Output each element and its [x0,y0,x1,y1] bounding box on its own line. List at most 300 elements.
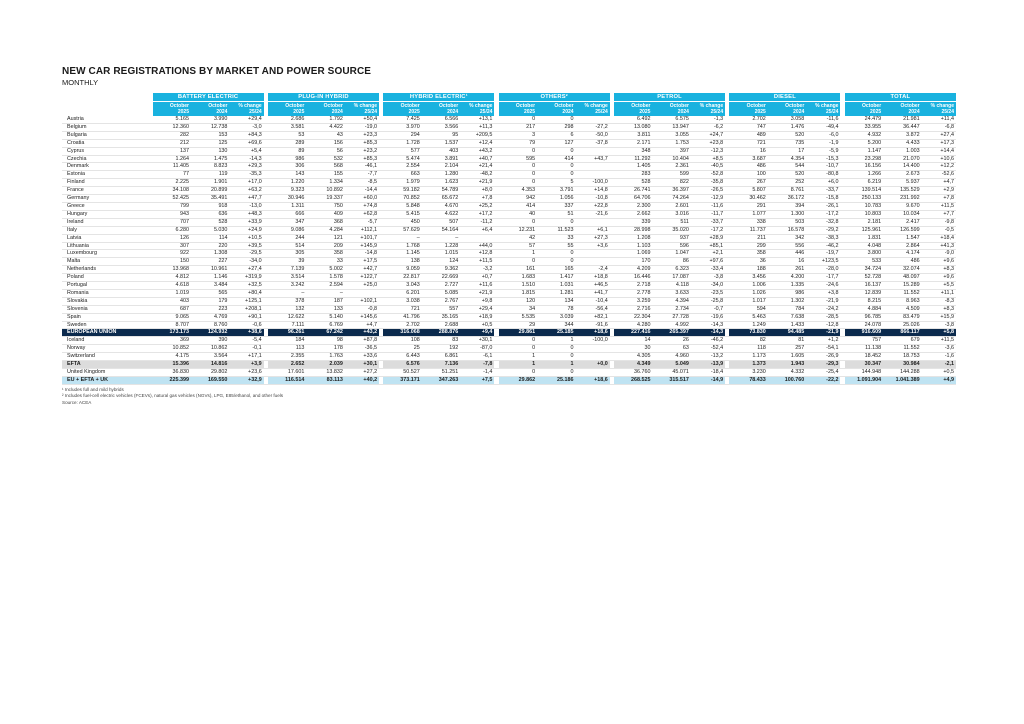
group-header: DIESEL [729,93,840,102]
value-cell: 51.251 [422,369,460,377]
percent-change-cell [576,353,610,361]
value-cell: 130 [191,147,229,155]
percent-change-cell: +18,9 [460,313,494,321]
market-name: Cyprus [62,147,153,155]
value-cell: 4.992 [652,321,690,329]
value-cell: 528 [614,179,652,187]
value-cell: 2.864 [883,242,921,250]
value-cell: 533 [845,258,883,266]
value-cell: 7.111 [268,321,306,329]
value-cell: 2.554 [383,163,421,171]
value-cell: 125 [191,139,229,147]
value-cell: 666 [268,210,306,218]
group-header: BATTERY ELECTRIC [153,93,264,102]
value-cell: 1.145 [383,250,421,258]
value-cell: 4.394 [652,297,690,305]
percent-change-cell: -8,3 [922,297,956,305]
percent-change-cell: +25,2 [460,202,494,210]
percent-change-cell: -87,0 [460,345,494,353]
value-cell: 2.767 [422,297,460,305]
value-cell: 48.097 [883,274,921,282]
percent-change-cell: -21,9 [806,297,840,305]
percent-change-cell: +101,7 [345,234,379,242]
value-cell: 42 [499,234,537,242]
value-cell: 30.984 [883,361,921,369]
percent-change-cell: +14,8 [576,187,610,195]
value-cell: 14.816 [191,361,229,369]
value-cell: 5.463 [729,313,767,321]
percent-change-cell: -26,1 [806,202,840,210]
percent-change-cell: +27,4 [229,266,263,274]
value-cell: 29 [499,321,537,329]
percent-change-cell: -10,7 [806,163,840,171]
percent-change-cell: +0,5 [460,321,494,329]
value-cell: 414 [537,155,575,163]
table-row [62,202,956,210]
value-cell: 34.108 [153,187,191,195]
value-cell: 28.998 [614,226,652,234]
value-cell: 10.783 [845,202,883,210]
percent-change-cell [576,369,610,377]
percent-change-cell: +145,6 [345,313,379,321]
value-cell: 211 [729,234,767,242]
percent-change-cell: +17,0 [229,179,263,187]
percent-change-cell: +4,9 [922,376,956,384]
value-cell: 3.055 [652,131,690,139]
value-cell: 3.791 [537,187,575,195]
percent-change-cell: -34,0 [691,282,725,290]
percent-change-cell: +12,2 [922,163,956,171]
percent-change-cell: +15,9 [922,313,956,321]
value-cell: 2.594 [306,282,344,290]
value-cell: 565 [191,289,229,297]
percent-change-cell: +8,0 [460,187,494,195]
value-cell: 21.070 [883,155,921,163]
value-cell: 244 [268,234,306,242]
value-cell: 2.039 [306,361,344,369]
value-cell: 81 [768,337,806,345]
percent-change-cell: -37,8 [576,139,610,147]
value-cell: 394 [768,202,806,210]
value-cell: 73.830 [729,329,767,337]
value-cell: 16.578 [768,226,806,234]
value-cell: 1.815 [499,289,537,297]
value-cell: 414 [499,202,537,210]
value-cell: 568 [306,163,344,171]
value-cell: 0 [499,116,537,123]
table-body [62,116,956,384]
percent-change-cell: -29,5 [229,250,263,258]
percent-change-cell: +5,8 [922,329,956,337]
percent-change-cell: +97,6 [691,258,725,266]
table-row [62,187,956,195]
value-cell: 16.156 [845,163,883,171]
percent-change-cell: +11,6 [460,282,494,290]
value-cell: 96.785 [845,313,883,321]
percent-change-cell: +22,8 [576,202,610,210]
percent-change-cell: -11,6 [806,116,840,123]
value-cell: 1.047 [652,250,690,258]
percent-change-cell: -2,4 [576,266,610,274]
value-cell: 40 [499,210,537,218]
value-cell: 6.861 [422,353,460,361]
percent-change-cell: +11,5 [922,337,956,345]
value-cell: 347 [268,218,306,226]
value-cell: 3.038 [383,297,421,305]
value-cell: 34.724 [845,266,883,274]
value-cell: 942 [499,195,537,203]
percent-change-cell: +8,3 [922,266,956,274]
percent-change-cell: -3,0 [229,123,263,131]
market-name: Norway [62,345,153,353]
value-cell: 8.215 [845,297,883,305]
value-cell: 4.280 [614,321,652,329]
value-cell: 4.433 [883,139,921,147]
value-cell: 409 [306,210,344,218]
value-cell: 16 [768,258,806,266]
value-cell: 9.362 [422,266,460,274]
value-cell: 144.948 [845,369,883,377]
value-cell: 22.669 [422,274,460,282]
value-cell: 784 [768,305,806,313]
percent-change-cell: -36,5 [345,345,379,353]
value-cell: 26.741 [614,187,652,195]
value-cell: 89 [268,147,306,155]
value-cell: 1.003 [883,147,921,155]
value-cell: 25.186 [537,376,575,384]
value-cell: 373.171 [383,376,421,384]
value-cell: 29.862 [499,376,537,384]
market-name: Estonia [62,171,153,179]
value-cell: 1.728 [383,139,421,147]
value-cell: 1.831 [845,234,883,242]
market-name: Netherlands [62,266,153,274]
value-cell: 1.943 [768,361,806,369]
market-name: United Kingdom [62,369,153,377]
market-name: Spain [62,313,153,321]
value-cell: 83.479 [883,313,921,321]
percent-change-cell: -14,3 [229,155,263,163]
value-cell: 305 [268,250,306,258]
value-cell: 403 [153,297,191,305]
value-cell: 2.181 [845,218,883,226]
value-cell: 35.020 [652,226,690,234]
percent-change-cell: +21,4 [460,163,494,171]
percent-change-cell: +33,9 [229,218,263,226]
percent-change-cell: -0,8 [345,305,379,313]
percent-change-cell: -26,9 [806,353,840,361]
value-cell: 5.535 [499,313,537,321]
value-cell: 503 [768,218,806,226]
value-cell: 2.702 [729,116,767,123]
value-cell: 5.085 [422,289,460,297]
value-cell: 532 [306,155,344,163]
value-cell: 11.138 [845,345,883,353]
value-cell: 1.476 [768,123,806,131]
percent-change-cell: -5,9 [806,147,840,155]
value-cell: 2.225 [153,179,191,187]
percent-change-cell: -12,9 [691,195,725,203]
value-cell: 397 [652,147,690,155]
value-cell: 3.800 [845,250,883,258]
percent-change-cell: -12,3 [691,147,725,155]
value-cell: 6.575 [652,116,690,123]
value-cell: 36.172 [768,195,806,203]
value-cell: 7.425 [383,116,421,123]
value-cell: 4.209 [614,266,652,274]
value-cell: 139.514 [845,187,883,195]
value-cell: 0 [499,171,537,179]
percent-change-cell: -14,4 [345,187,379,195]
table-row [62,195,956,203]
value-cell: 17 [768,147,806,155]
percent-change-cell: -3,2 [460,266,494,274]
percent-change-cell: -29,3 [806,361,840,369]
percent-change-cell: +32,5 [229,282,263,290]
percent-change-cell: +25,0 [345,282,379,290]
percent-change-cell: -40,5 [691,163,725,171]
percent-change-cell: +11,3 [460,123,494,131]
value-cell: 1.901 [191,179,229,187]
percent-change-cell: +9,8 [460,297,494,305]
value-cell: 13.947 [652,123,690,131]
value-cell: 119 [191,171,229,179]
value-cell: 306 [268,163,306,171]
value-cell: 556 [768,242,806,250]
percent-change-cell: +17,3 [922,139,956,147]
value-cell: 18.452 [845,353,883,361]
value-cell: 17.601 [268,369,306,377]
value-cell: 52.425 [153,195,191,203]
value-cell: 4.509 [883,305,921,313]
value-cell: 57 [499,242,537,250]
percent-change-cell [345,289,379,297]
percent-change-cell: +319,9 [229,274,263,282]
value-cell: 24.078 [845,321,883,329]
value-cell: 1.017 [729,297,767,305]
value-cell: 6.576 [383,361,421,369]
value-cell: 369 [153,337,191,345]
percent-change-cell: -7,8 [460,361,494,369]
value-cell: 707 [153,218,191,226]
value-cell: 52.728 [845,274,883,282]
table-row [62,210,956,218]
value-cell: 7.139 [268,266,306,274]
table-row [62,321,956,329]
market-name: Iceland [62,337,153,345]
value-cell: 986 [768,289,806,297]
percent-change-cell: -6,2 [691,123,725,131]
value-cell: 1.266 [845,171,883,179]
value-cell: 51 [537,210,575,218]
report-subtitle: MONTHLY [62,78,99,87]
percent-change-cell: -100,0 [576,179,610,187]
value-cell: 5.200 [845,139,883,147]
value-cell: 750 [306,202,344,210]
market-name: Bulgaria [62,131,153,139]
value-cell: 687 [153,305,191,313]
value-cell: 799 [153,202,191,210]
value-cell: 4.349 [614,361,652,369]
value-cell: 135.529 [883,187,921,195]
value-cell: 12.738 [191,123,229,131]
value-cell: 511 [652,218,690,226]
percent-change-cell: -14,3 [691,329,725,337]
value-cell: 5.415 [383,210,421,218]
table-row [62,361,956,369]
value-cell: 86 [652,258,690,266]
value-cell: 0 [537,353,575,361]
value-cell: 170 [614,258,652,266]
value-cell: 156 [306,139,344,147]
value-cell: 337 [537,202,575,210]
percent-change-cell: -0,6 [229,321,263,329]
value-cell: 252 [768,179,806,187]
sub-header: % change 25/24 [806,102,840,117]
value-cell: 5.049 [652,361,690,369]
percent-change-cell: -1,3 [691,116,725,123]
percent-change-cell [576,163,610,171]
value-cell: 220 [191,242,229,250]
percent-change-cell: +63,2 [229,187,263,195]
table-row [62,376,956,384]
value-cell: 11.737 [729,226,767,234]
value-cell: 0 [537,369,575,377]
value-cell: 4.932 [845,131,883,139]
value-cell: 4.354 [768,155,806,163]
value-cell: 3.566 [422,123,460,131]
value-cell: – [422,234,460,242]
market-name: Italy [62,226,153,234]
value-cell: 4.284 [306,226,344,234]
value-cell: 1 [537,361,575,369]
percent-change-cell: +14,4 [922,147,956,155]
value-cell: 2.778 [614,289,652,297]
sub-header: % change 25/24 [576,102,610,117]
value-cell: 6.492 [614,116,652,123]
percent-change-cell: -14,9 [691,376,725,384]
percent-change-cell: -8,5 [345,179,379,187]
value-cell: 22.817 [383,274,421,282]
percent-change-cell: -15,8 [806,195,840,203]
percent-change-cell: -1,9 [806,139,840,147]
percent-change-cell: -100,0 [576,337,610,345]
value-cell: 114 [191,234,229,242]
value-cell: 12.231 [499,226,537,234]
value-cell: 1 [499,250,537,258]
table-row [62,116,956,123]
value-cell: 1.015 [422,250,460,258]
value-cell: 3.633 [652,289,690,297]
percent-change-cell: +12,4 [460,139,494,147]
sub-header: % change 25/24 [229,102,263,117]
sub-header-row [62,102,956,117]
value-cell: 0 [499,147,537,155]
value-cell: 53 [268,131,306,139]
percent-change-cell: -3,8 [691,274,725,282]
value-cell: 143 [268,171,306,179]
value-cell: 1.228 [422,242,460,250]
market-name: EUROPEAN UNION [62,329,153,337]
value-cell: 486 [883,258,921,266]
percent-change-cell: +13,1 [460,116,494,123]
value-cell: 1.763 [306,353,344,361]
percent-change-cell: -18,4 [691,369,725,377]
value-cell: 35.165 [422,313,460,321]
percent-change-cell: -9,0 [922,250,956,258]
value-cell: 358 [306,250,344,258]
registrations-table [62,93,956,385]
value-cell: 153 [191,131,229,139]
value-cell: 922 [153,250,191,258]
percent-change-cell: -19,7 [806,250,840,258]
value-cell: 187 [306,297,344,305]
percent-change-cell: +3,6 [576,242,610,250]
value-cell: 13.080 [614,123,652,131]
market-name: Portugal [62,282,153,290]
percent-change-cell: -52,8 [691,171,725,179]
value-cell: 4.118 [652,282,690,290]
value-cell: 34 [499,305,537,313]
value-cell: 4.332 [768,369,806,377]
percent-change-cell: +87,8 [345,337,379,345]
value-cell: 9.323 [268,187,306,195]
value-cell: 11.523 [537,226,575,234]
value-cell: 1.173 [729,353,767,361]
sub-header: October 2024 [306,102,344,117]
percent-change-cell: +3,9 [229,361,263,369]
value-cell: 96.261 [268,329,306,337]
value-cell: 0 [499,218,537,226]
value-cell: 50.527 [383,369,421,377]
value-cell: 227.416 [614,329,652,337]
value-cell: 2.662 [614,210,652,218]
percent-change-cell: +10,5 [229,234,263,242]
percent-change-cell: -26,5 [691,187,725,195]
market-name: Hungary [62,210,153,218]
report [62,66,956,406]
percent-change-cell: -34,0 [229,258,263,266]
value-cell: 663 [383,171,421,179]
percent-change-cell: -52,6 [922,171,956,179]
percent-change-cell: -3,6 [922,345,956,353]
value-cell: 943 [153,210,191,218]
value-cell: 1.249 [729,321,767,329]
value-cell: 74.264 [652,195,690,203]
percent-change-cell: +7,5 [460,376,494,384]
percent-change-cell: +11,5 [922,202,956,210]
percent-change-cell: +69,6 [229,139,263,147]
percent-change-cell: +0,7 [460,274,494,282]
table-row [62,369,956,377]
sub-header: October 2025 [268,102,306,117]
percent-change-cell: -28,5 [806,313,840,321]
value-cell: 15.289 [883,282,921,290]
value-cell: 289 [268,139,306,147]
percent-change-cell: +43,2 [345,329,379,337]
value-cell: 192 [422,345,460,353]
value-cell: 13.832 [306,369,344,377]
value-cell: 257 [768,345,806,353]
value-cell: 209 [306,242,344,250]
value-cell: 14.400 [883,163,921,171]
percent-change-cell: -3,8 [922,321,956,329]
value-cell: 3.970 [383,123,421,131]
value-cell: 16.446 [614,274,652,282]
value-cell: 2.734 [652,305,690,313]
value-cell: 5.937 [883,179,921,187]
percent-change-cell: +29,4 [460,305,494,313]
